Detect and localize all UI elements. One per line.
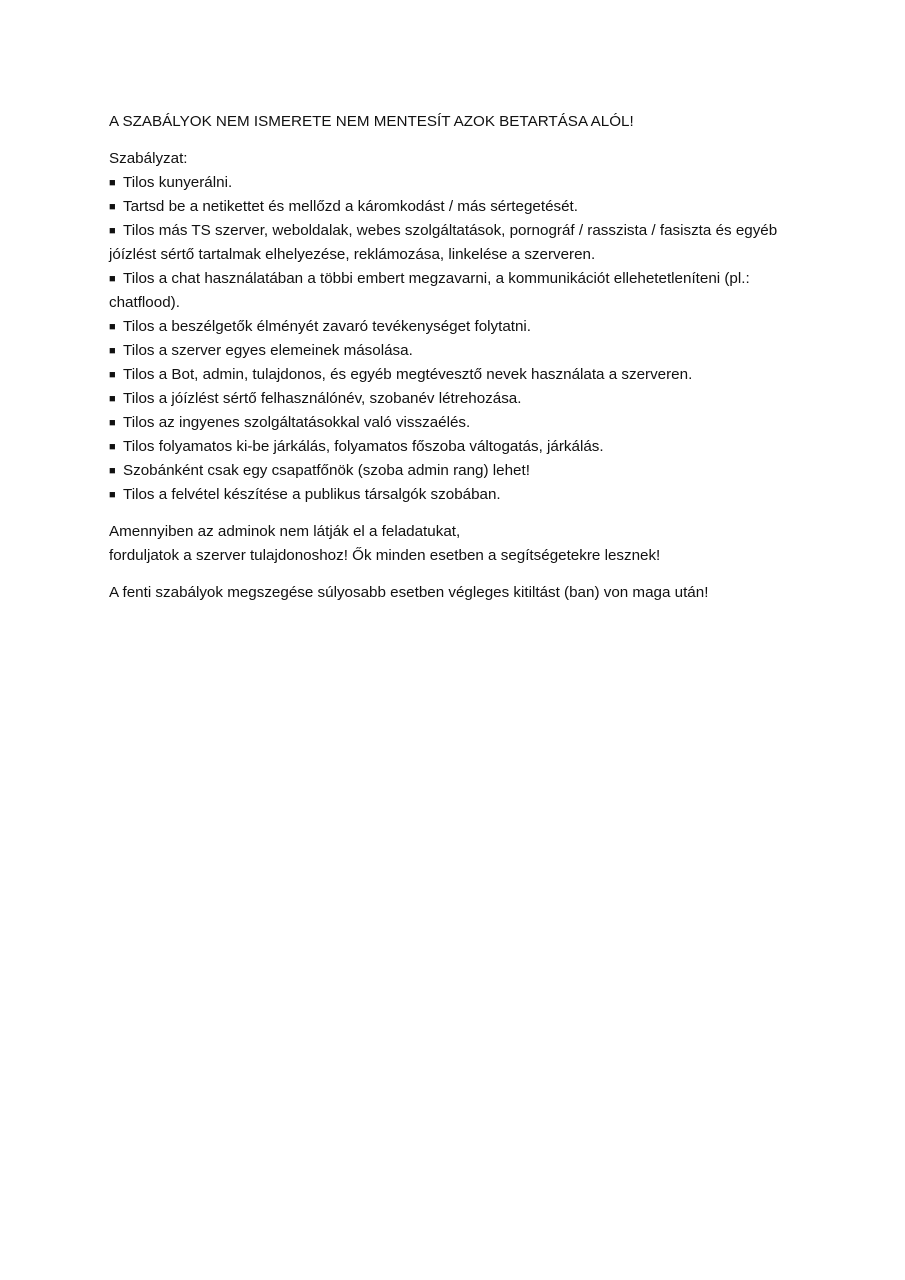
bullet-square-icon: ■ xyxy=(109,369,116,381)
bullet-square-icon: ■ xyxy=(109,201,116,213)
bullet-square-icon: ■ xyxy=(109,441,116,453)
bullet-square-icon: ■ xyxy=(109,321,116,333)
bullet-square-icon: ■ xyxy=(109,225,116,237)
rule-text: Szobánként csak egy csapatfőnök (szoba admin rang) lehet! xyxy=(123,462,530,479)
rules-intro: Szabályzat: xyxy=(109,150,188,167)
rule-text: Tilos a jóízlést sértő felhasználónév, szobanév létrehozása. xyxy=(123,390,522,407)
rule-item xyxy=(109,219,799,267)
rule-item xyxy=(109,411,799,435)
bullet-square-icon: ■ xyxy=(109,417,116,429)
rule-text: Tilos folyamatos ki-be járkálás, folyamatos főszoba váltogatás, járkálás. xyxy=(123,438,604,455)
rule-text: Tilos a Bot, admin, tulajdonos, és egyéb megtévesztő nevek használata a szerveren. xyxy=(123,366,693,383)
bullet-square-icon: ■ xyxy=(109,393,116,405)
bullet-square-icon: ■ xyxy=(109,273,116,285)
bullet-square-icon: ■ xyxy=(109,345,116,357)
rules-list xyxy=(109,171,799,507)
admin-note-line: forduljatok a szerver tulajdonoshoz! Ők minden esetben a segítségetekre lesznek! xyxy=(109,547,661,564)
rule-item xyxy=(109,483,799,507)
rule-item xyxy=(109,435,799,459)
closing-statement: A fenti szabályok megszegése súlyosabb esetben végleges kitiltást (ban) von maga után! xyxy=(109,584,709,601)
rule-text: Tilos a chat használatában a többi embert megzavarni, a kommunikációt ellehetetleníteni (pl.: chatflood). xyxy=(109,270,750,311)
admin-note-line: Amennyiben az adminok nem látják el a feladatukat, xyxy=(109,523,461,540)
rule-item xyxy=(109,363,799,387)
document-content xyxy=(109,110,799,620)
bullet-square-icon: ■ xyxy=(109,489,116,501)
document-heading: A SZABÁLYOK NEM ISMERETE NEM MENTESÍT AZOK BETARTÁSA ALÓL! xyxy=(109,113,634,130)
rule-text: Tartsd be a netikettet és mellőzd a káromkodást / más sértegetését. xyxy=(123,198,579,215)
rule-text: Tilos kunyerálni. xyxy=(123,174,233,191)
rule-item xyxy=(109,171,799,195)
rule-item xyxy=(109,195,799,219)
rule-text: Tilos a felvétel készítése a publikus társalgók szobában. xyxy=(123,486,501,503)
rule-text: Tilos az ingyenes szolgáltatásokkal való visszaélés. xyxy=(123,414,471,431)
bullet-square-icon: ■ xyxy=(109,177,116,189)
admin-note xyxy=(109,520,799,568)
rule-item xyxy=(109,459,799,483)
rule-item xyxy=(109,387,799,411)
rule-item xyxy=(109,339,799,363)
bullet-square-icon: ■ xyxy=(109,465,116,477)
rule-item xyxy=(109,267,799,315)
rule-text: Tilos a beszélgetők élményét zavaró tevékenységet folytatni. xyxy=(123,318,532,335)
rule-text: Tilos a szerver egyes elemeinek másolása. xyxy=(123,342,413,359)
rule-text: Tilos más TS szerver, weboldalak, webes szolgáltatások, pornográf / rasszista / fasiszta és egyéb jóízlést sértő tartalmak elhelyezése, reklámozása, linkelése a szerveren. xyxy=(109,222,778,263)
rule-item xyxy=(109,315,799,339)
